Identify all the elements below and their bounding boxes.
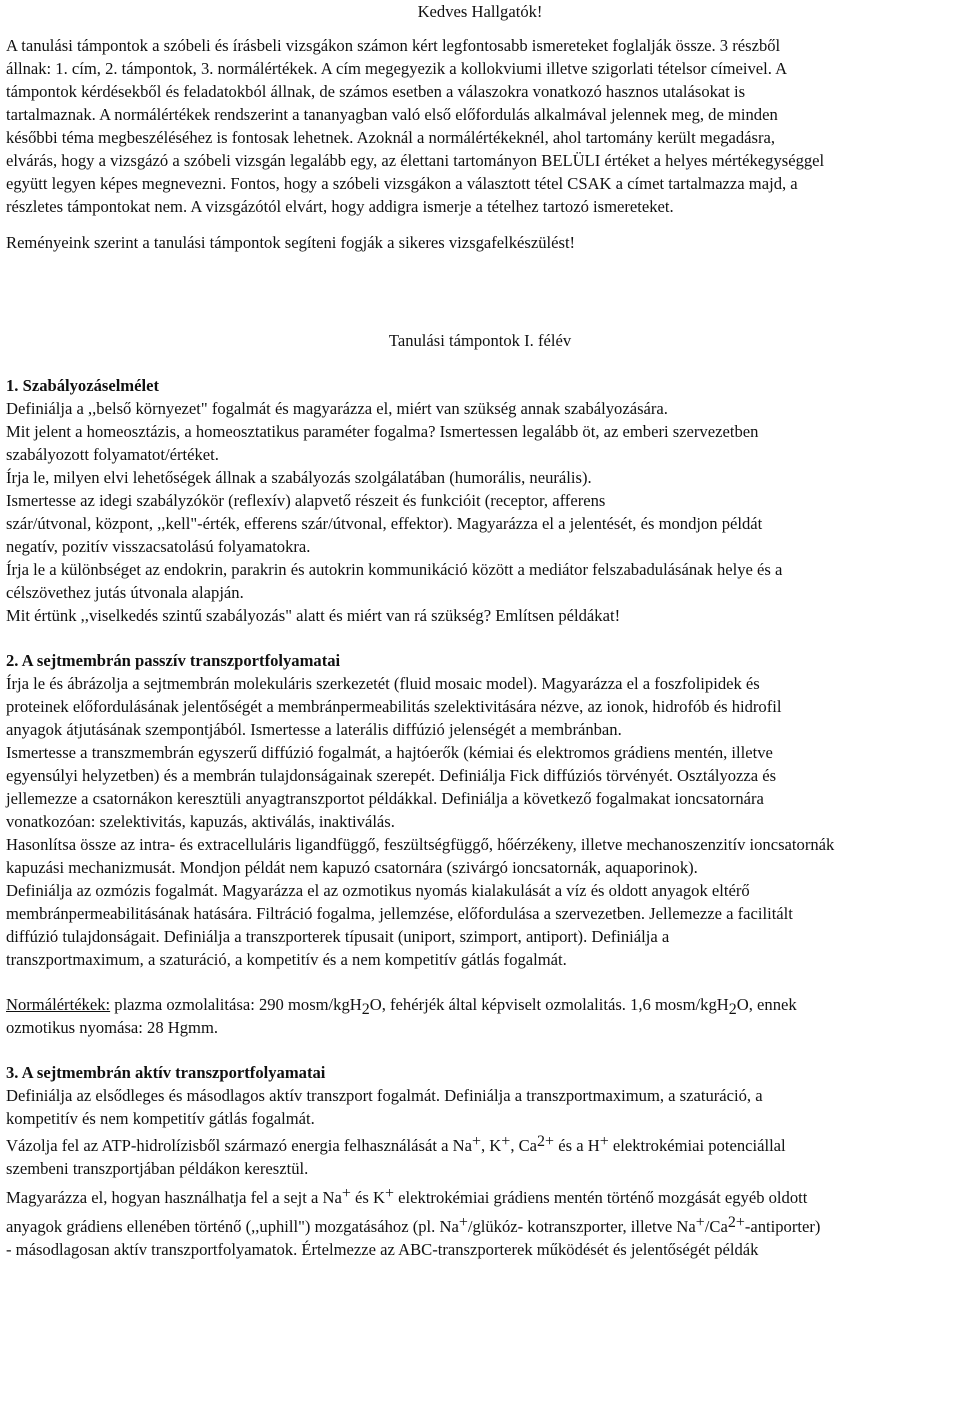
normal-text: plazma ozmolalitása: 290 mosm/kgH xyxy=(110,995,362,1014)
superscript: + xyxy=(471,1133,481,1150)
section-1-line: célszövethez jutás útvonala alapján. xyxy=(6,583,244,602)
section-1 xyxy=(6,374,954,627)
section-1-line: Ismertesse az idegi szabályzókör (reflexív) alapvető részeit és funkcióit (receptor, afferens xyxy=(6,491,606,510)
superscript: 2+ xyxy=(727,1214,745,1231)
greeting: Kedves Hallgatók! xyxy=(417,2,543,21)
text-run: /Ca xyxy=(704,1217,728,1236)
text-run: és K xyxy=(350,1188,385,1207)
section-2-line: jellemezze a csatornákon keresztüli anyagtranszportot példákkal. Definiálja a következő fogalmakat ioncsatornára xyxy=(6,789,764,808)
normal-values-label: Normálértékek: xyxy=(6,995,111,1014)
text-run: elektrokémiai potenciállal xyxy=(608,1136,786,1155)
intro-line: támpontok kérdésekből és feladatokból állnak, de számos esetben a válaszokra vonatkozó hasznos utalásokat is xyxy=(6,82,746,101)
section-1-line: szabályozott folyamatot/értéket. xyxy=(6,445,219,464)
intro-line: állnak: 1. cím, 2. támpontok, 3. normálértékek. A cím megegyezik a kollokviumi illetve szigorlati tételsor címeivel. A xyxy=(6,59,788,78)
intro-paragraph xyxy=(6,34,954,218)
superscript: + xyxy=(501,1133,511,1150)
superscript: + xyxy=(385,1185,395,1202)
section-2-line: kapuzási mechanizmusát. Mondjon példát nem kapuzó csatornára (szivárgó ioncsatornák, aquaporinok). xyxy=(6,858,698,877)
subscript: 2 xyxy=(728,1001,737,1018)
section-3-title: 3. A sejtmembrán aktív transzportfolyamatai xyxy=(6,1063,326,1082)
section-1-title: 1. Szabályozáselmélet xyxy=(6,376,159,395)
intro-line: tartalmaznak. A normálértékek rendszerint a tananyagban való első előfordulás alkalmával jelennek meg, de minden xyxy=(6,105,778,124)
section-2 xyxy=(6,649,954,971)
intro-line: részletes támpontokat nem. A vizsgázótól elvárt, hogy addigra ismerje a tételhez tartozó ismereteket. xyxy=(6,197,674,216)
section-2-line: Ismertesse a transzmembrán egyszerű diffúzió fogalmát, a hajtóerők (kémiai és elektromos grádiens mentén, illetve xyxy=(6,743,773,762)
intro-line: A tanulási támpontok a szóbeli és írásbeli vizsgákon számon kért legfontosabb ismereteket foglalják össze. 3 részből xyxy=(6,36,781,55)
semester-title: Tanulási támpontok I. félév xyxy=(388,331,572,350)
intro-line: elvárás, hogy a vizsgázó a szóbeli vizsgán legalább egy, az élettani tartományon BELÜLI értéket a helyes mértékegységgel xyxy=(6,151,825,170)
superscript: + xyxy=(458,1214,468,1231)
intro-line: későbbi téma megbeszéléséhez is fontosak lehetnek. Azoknál a normálértékeknél, ahol tartomány került megadásra, xyxy=(6,128,776,147)
section-3-line: szembeni transzportjában példákon keresztül. xyxy=(6,1159,309,1178)
section-3 xyxy=(6,1061,954,1261)
text-run: elektrokémiai grádiens mentén történő mozgását egyéb oldott xyxy=(394,1188,808,1207)
normal-values-line: ozmotikus nyomása: 28 Hgmm. xyxy=(6,1018,219,1037)
section-1-line: Mit értünk ,,viselkedés szintű szabályozás" alatt és miért van rá szükség? Említsen példákat! xyxy=(6,606,621,625)
section-1-line: Definiálja a ,,belső környezet" fogalmát és magyarázza el, miért van szükség annak szabályozására. xyxy=(6,399,668,418)
section-1-line: Mit jelent a homeosztázis, a homeosztatikus paraméter fogalma? Ismertessen legalább öt, az emberi szervezetben xyxy=(6,422,759,441)
section-2-line: membránpermeabilitásának hatására. Filtráció fogalma, jellemzése, előfordulása a szervezetben. Jellemezze a facilitált xyxy=(6,904,793,923)
superscript: + xyxy=(599,1133,609,1150)
section-2-line: transzportmaximum, a szaturáció, a kompetitív és a nem kompetitív gátlás fogalmát. xyxy=(6,950,567,969)
section-3-line xyxy=(6,1215,954,1238)
section-1-line: Írja le a különbséget az endokrin, parakrin és autokrin kommunikáció között a mediátor felszabadulásának helye és a xyxy=(6,560,783,579)
section-3-line: kompetitív és nem kompetitív gátlás fogalmát. xyxy=(6,1109,315,1128)
text-run: , Ca xyxy=(510,1136,538,1155)
section-2-line: proteinek előfordulásának jelentőségét a membránpermeabilitás szelektivitására nézve, az ionok, hidrofób és hidrofil xyxy=(6,697,782,716)
section-2-title: 2. A sejtmembrán passzív transzportfolyamatai xyxy=(6,651,341,670)
text-run: -antiporter) xyxy=(744,1217,821,1236)
subscript: 2 xyxy=(361,1001,370,1018)
superscript: 2+ xyxy=(537,1133,555,1150)
section-2-line: Definiálja az ozmózis fogalmát. Magyarázza el az ozmotikus nyomás kialakulását a víz és oldott anyagok eltérő xyxy=(6,881,750,900)
section-2-line: Hasonlítsa össze az intra- és extracelluláris ligandfüggő, feszültségfüggő, hőérzékeny, illetve mechanoszenzitív ioncsatornák xyxy=(6,835,835,854)
section-3-line xyxy=(6,1186,954,1209)
text-run: Magyarázza el, hogyan használhatja fel a sejt a Na xyxy=(6,1188,342,1207)
intro-line: együtt legyen képes megnevezni. Fontos, hogy a szóbeli vizsgákon a választott tétel CSAK a címet tartalmazza majd, a xyxy=(6,174,798,193)
normal-text: O, ennek xyxy=(736,995,797,1014)
section-3-line: - másodlagosan aktív transzportfolyamatok. Értelmezze az ABC-transzporterek működését és jelentőségét példák xyxy=(6,1240,759,1259)
closing-sentence: Reményeink szerint a tanulási támpontok segíteni fogják a sikeres vizsgafelkészülést! xyxy=(6,233,576,252)
text-run: és a H xyxy=(554,1136,600,1155)
section-2-line: Írja le és ábrázolja a sejtmembrán molekuláris szerkezetét (fluid mosaic model). Magyarázza el a foszfolipidek és xyxy=(6,674,760,693)
text-run: Vázolja fel az ATP-hidrolízisből származó energia felhasználását a Na xyxy=(6,1136,472,1155)
normal-text: O, fehérjék által képviselt ozmolalitás. 1,6 mosm/kgH xyxy=(369,995,729,1014)
text-run: anyagok grádiens ellenében történő (,,uphill") mozgatásához (pl. Na xyxy=(6,1217,459,1236)
section-2-line: vonatkozóan: szelektivitás, kapuzás, aktiválás, inaktiválás. xyxy=(6,812,395,831)
section-1-line: negatív, pozitív visszacsatolású folyamatokra. xyxy=(6,537,311,556)
section-2-line: diffúzió tulajdonságait. Definiálja a transzporterek típusait (uniport, szimport, antiport). Definiálja a xyxy=(6,927,670,946)
normal-values xyxy=(6,993,954,1039)
normal-values-line xyxy=(6,993,954,1016)
section-2-line: egyensúlyi helyzetben) és a membrán tulajdonságainak szerepét. Definiálja Fick diffúziós törvényét. Osztályozza és xyxy=(6,766,777,785)
section-3-line: Definiálja az elsődleges és másodlagos aktív transzport fogalmát. Definiálja a transzportmaximum, a szaturáció, a xyxy=(6,1086,763,1105)
section-1-line: Írja le, milyen elvi lehetőségek állnak a szabályozás szolgálatában (humorális, neurális). xyxy=(6,468,592,487)
section-2-line: anyagok átjutásának szempontjából. Ismertesse a laterális diffúzió jelenségét a membránban. xyxy=(6,720,622,739)
section-3-line xyxy=(6,1134,954,1157)
text-run: /glükóz- kotranszporter, illetve Na xyxy=(467,1217,696,1236)
superscript: + xyxy=(341,1185,351,1202)
superscript: + xyxy=(695,1214,705,1231)
section-1-line: szár/útvonal, központ, ,,kell"-érték, efferens szár/útvonal, effektor). Magyarázza el a jelentését, és mondjon példát xyxy=(6,514,763,533)
text-run: , K xyxy=(481,1136,502,1155)
